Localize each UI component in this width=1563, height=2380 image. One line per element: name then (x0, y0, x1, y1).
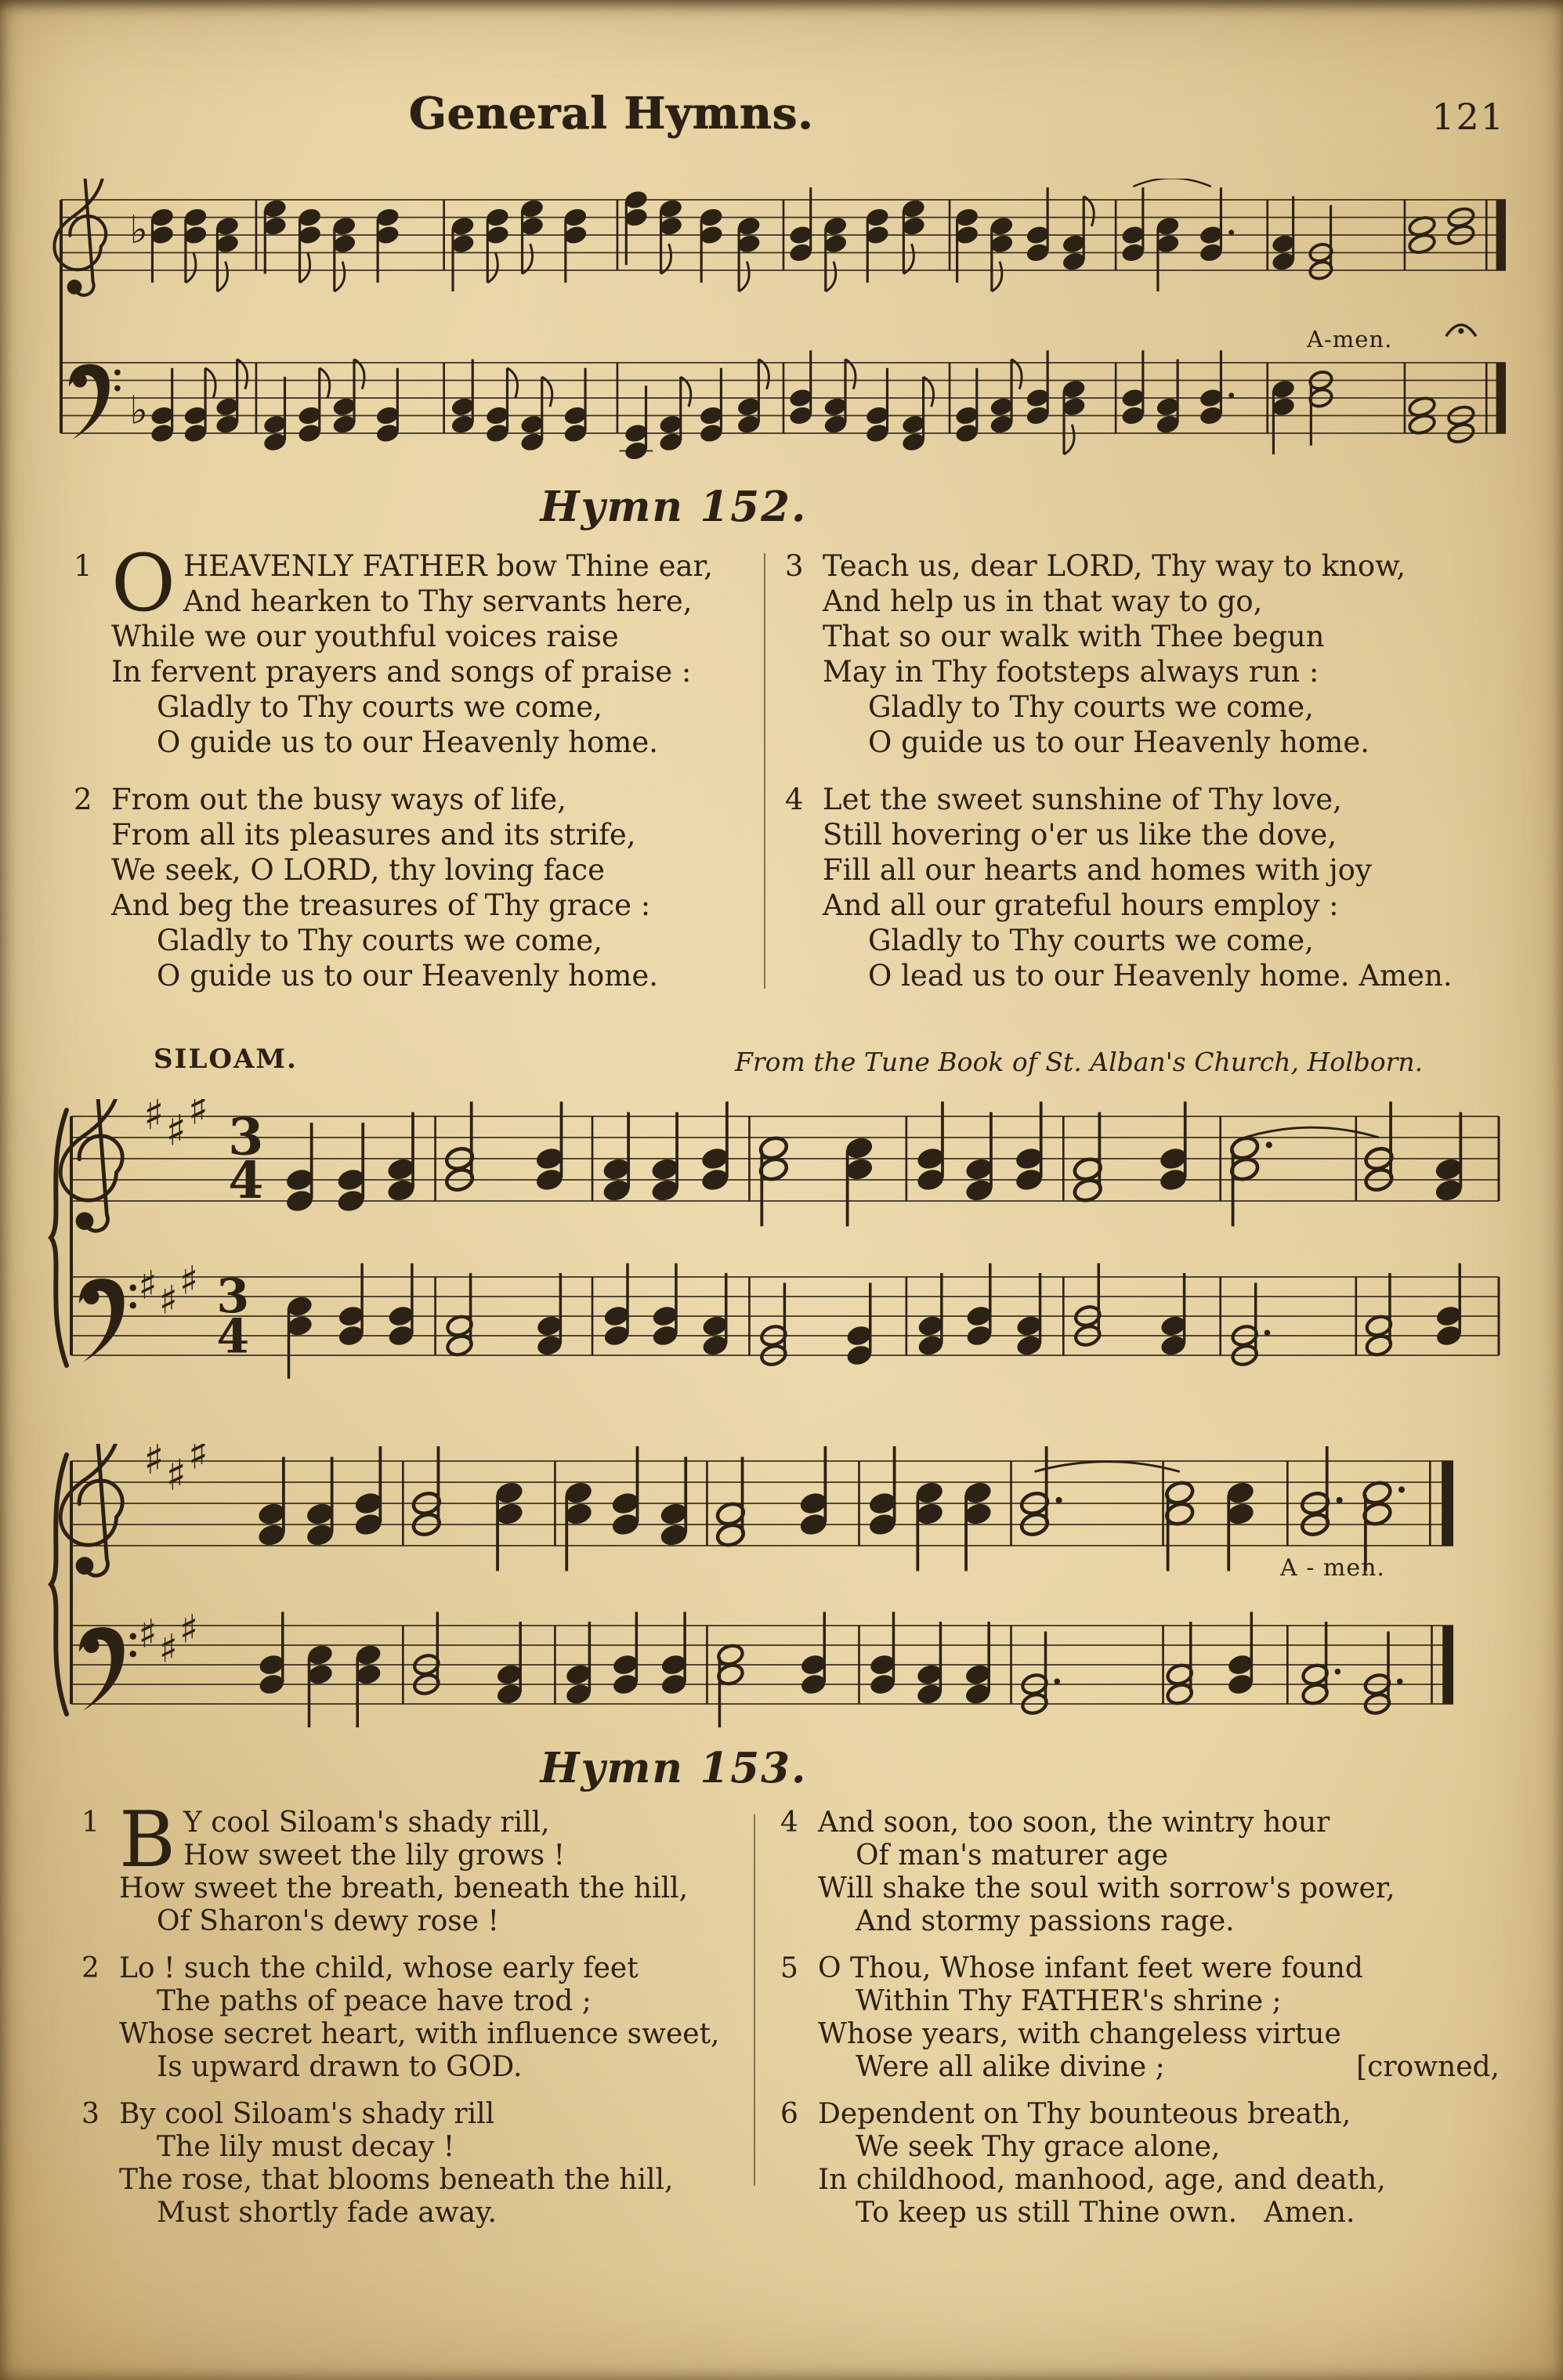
verse-line: And soon, too soon, the wintry hour (818, 1807, 1330, 1839)
svg-text:♯: ♯ (143, 1099, 165, 1140)
verse-line: From out the busy ways of life, (111, 783, 566, 816)
verse-line: Of man's maturer age (856, 1839, 1169, 1872)
verse (81, 1952, 801, 2084)
verse-line: Lo ! such the child, whose early feet (119, 1952, 639, 1984)
verse-line: Of Sharon's dewy rose ! (157, 1905, 499, 1937)
svg-text:♯: ♯ (187, 1099, 209, 1134)
svg-text:♯: ♯ (187, 1444, 209, 1479)
music-system-hymn152 (52, 179, 1515, 486)
staff-notation (43, 1444, 1520, 1742)
verse-line: O guide us to our Heavenly home. (157, 725, 659, 759)
verse-line: HEAVENLY FATHER bow Thine ear, (183, 549, 713, 583)
verse-line: Is upward drawn to GOD. (157, 2051, 523, 2083)
verse-line: Whose secret heart, with influence sweet, (119, 2018, 720, 2050)
verse-line: We seek, O LORD, thy loving face (111, 853, 605, 887)
verse-line: The paths of peace have trod ; (157, 1985, 592, 2017)
verse (81, 2098, 801, 2230)
verse-line: Dependent on Thy bounteous breath, (818, 2098, 1351, 2130)
verse-number: 4 (785, 783, 804, 816)
staff-notation (43, 1099, 1520, 1428)
amen-label-siloam: A - men. (1280, 1554, 1385, 1582)
verse-line: Will shake the soul with sorrow's power, (818, 1872, 1395, 1904)
verse-line: In childhood, manhood, age, and death, (818, 2164, 1386, 2196)
verse-line: From all its pleasures and its strife, (111, 818, 636, 852)
verse-line: Let the sweet sunshine of Thy love, (823, 783, 1342, 816)
verse-line: O guide us to our Heavenly home. (157, 959, 659, 993)
verse-line: Gladly to Thy courts we come, (868, 690, 1314, 724)
svg-text:♯: ♯ (138, 1261, 157, 1308)
verse-number: 2 (74, 783, 92, 816)
svg-text:♯: ♯ (165, 1105, 186, 1156)
verse-line: And stormy passions rage. (856, 1905, 1235, 1937)
verse (780, 2098, 1500, 2230)
verse-line: And hearken to Thy servants here, (183, 584, 693, 618)
page-header-title: General Hymns. (408, 88, 814, 139)
svg-text:♯: ♯ (179, 1257, 199, 1304)
verse-line: The lily must decay ! (157, 2131, 455, 2163)
hymn-152-title: Hymn 152. (540, 483, 808, 531)
svg-text:♭: ♭ (129, 387, 148, 433)
hymn-153-title: Hymn 153. (540, 1744, 808, 1792)
verse (785, 782, 1504, 993)
verse (74, 782, 793, 993)
verse-line: To keep us still Thine own. Amen. (856, 2197, 1355, 2229)
verse-number: 5 (780, 1952, 798, 1984)
verse (780, 1807, 1500, 1938)
verse-number: 3 (81, 2098, 99, 2130)
verse (81, 1796, 801, 1938)
verse-line: Were all alike divine ; [crowned, (856, 2051, 1500, 2083)
svg-text:3: 3 (228, 1107, 264, 1167)
verse-line: May in Thy footsteps always run : (823, 655, 1319, 689)
verse-number: 6 (780, 2098, 798, 2130)
svg-text:♯: ♯ (138, 1610, 157, 1657)
verse-line: How sweet the breath, beneath the hill, (119, 1872, 689, 1904)
verse-dropcap: O (111, 537, 175, 629)
verse (780, 1952, 1500, 2084)
tune-name: SILOAM. (154, 1044, 298, 1075)
verse-number: 4 (780, 1807, 798, 1839)
verse-line: Gladly to Thy courts we come, (868, 924, 1314, 957)
verse-line: By cool Siloam's shady rill (119, 2098, 495, 2130)
verse-line: Fill all our hearts and homes with joy (823, 853, 1372, 887)
verse-line-tail: [crowned, (1356, 2051, 1500, 2083)
verse-number: 1 (74, 549, 92, 583)
verse-line: We seek Thy grace alone, (856, 2131, 1221, 2163)
verse-number: 1 (81, 1807, 99, 1839)
verse-line: Gladly to Thy courts we come, (157, 690, 602, 724)
svg-text:♯: ♯ (158, 1625, 178, 1672)
svg-text:4: 4 (228, 1150, 264, 1210)
verse-line: O lead us to our Heavenly home. Amen. (868, 959, 1453, 993)
svg-text:3: 3 (216, 1269, 250, 1324)
svg-text:♯: ♯ (165, 1449, 186, 1500)
page-number: 121 (1431, 96, 1505, 138)
tune-attribution: From the Tune Book of St. Alban's Church, Holborn. (735, 1047, 1424, 1077)
verse-line: Whose years, with changeless virtue (818, 2018, 1341, 2050)
staff-notation (52, 179, 1515, 486)
verse-line: O guide us to our Heavenly home. (868, 725, 1370, 759)
verse-line: And beg the treasures of Thy grace : (111, 888, 651, 922)
verse-line: The rose, that blooms beneath the hill, (119, 2164, 674, 2196)
verse-line: Gladly to Thy courts we come, (157, 924, 602, 957)
music-system-siloam-2 (43, 1444, 1520, 1742)
verse-line: And help us in that way to go, (823, 584, 1263, 618)
verse-number: 3 (785, 549, 804, 583)
verse (74, 537, 793, 760)
verse-line: O Thou, Whose infant feet were found (818, 1952, 1363, 1984)
verse-line: While we our youthful voices raise (111, 620, 619, 653)
svg-text:♭: ♭ (129, 207, 148, 253)
verse-line: Y cool Siloam's shady rill, (183, 1807, 550, 1839)
verse-line: Still hovering o'er us like the dove, (823, 818, 1337, 852)
amen-label-hymn152: A-men. (1307, 326, 1393, 353)
column-divider-hymn152 (764, 553, 765, 989)
svg-text:♯: ♯ (179, 1605, 199, 1652)
verse-line: And all our grateful hours employ : (823, 888, 1339, 922)
music-system-siloam-1 (43, 1099, 1520, 1428)
column-divider-hymn153 (754, 1814, 755, 2186)
svg-text:♯: ♯ (158, 1276, 178, 1323)
svg-text:4: 4 (216, 1309, 250, 1365)
verse-line: Within Thy FATHER's shrine ; (856, 1985, 1282, 2017)
verse-line: That so our walk with Thee begun (823, 620, 1325, 653)
verse-line: How sweet the lily grows ! (183, 1839, 566, 1872)
verse-dropcap: B (119, 1796, 176, 1885)
verse-line: Must shortly fade away. (157, 2197, 497, 2229)
svg-text:♯: ♯ (143, 1444, 165, 1485)
verse-line: In fervent prayers and songs of praise : (111, 655, 692, 689)
verse (785, 548, 1504, 760)
verse-line: Teach us, dear LORD, Thy way to know, (823, 549, 1406, 583)
verse-number: 2 (81, 1952, 99, 1984)
